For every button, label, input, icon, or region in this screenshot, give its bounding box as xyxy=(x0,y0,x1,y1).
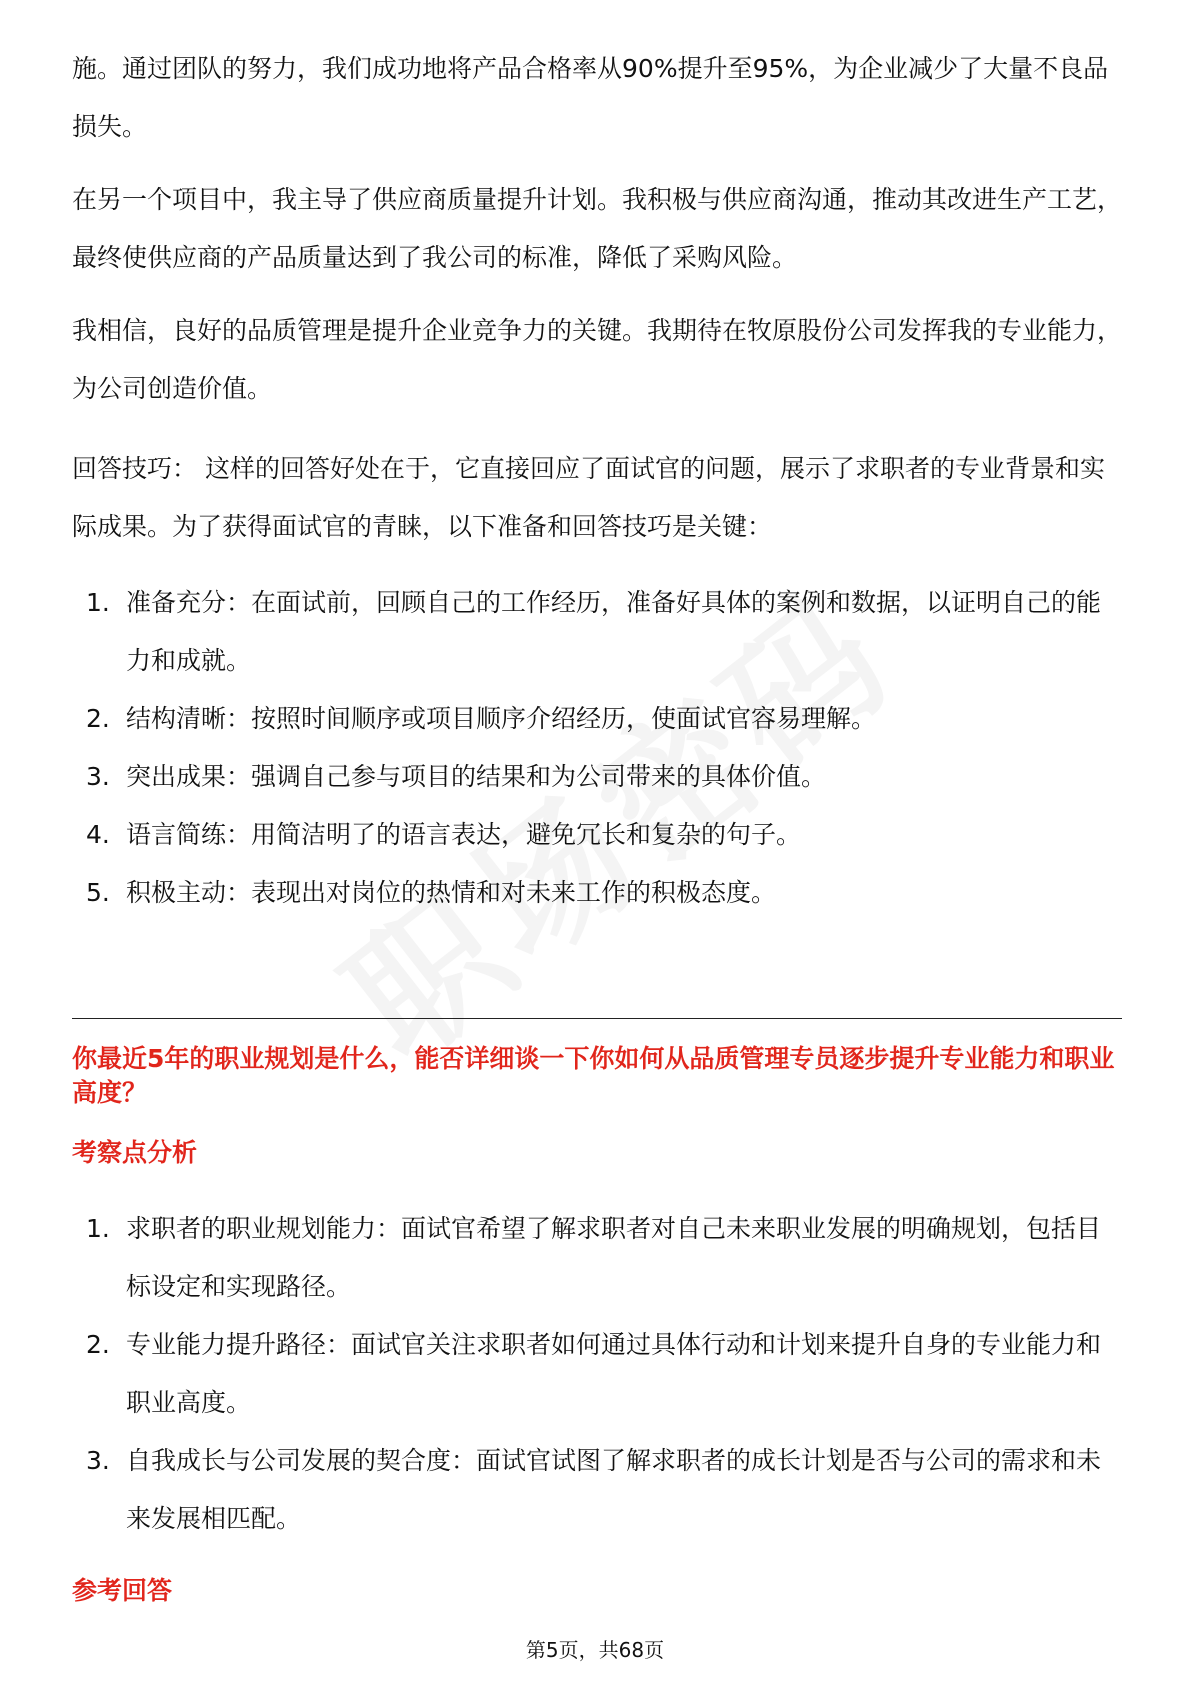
list-number: 1. xyxy=(86,1214,110,1243)
list-number: 5. xyxy=(86,878,110,907)
list-number: 1. xyxy=(86,588,110,617)
list-item xyxy=(72,1316,1122,1432)
list-item xyxy=(72,1200,1122,1316)
list-number: 3. xyxy=(86,1446,110,1475)
list-number: 3. xyxy=(86,762,110,791)
list-text: 求职者的职业规划能力：面试官希望了解求职者对自己未来职业发展的明确规划，包括目标设定和实现路径。 xyxy=(126,1214,1102,1301)
paragraph-answer-tips: 回答技巧： 这样的回答好处在于，它直接回应了面试官的问题，展示了求职者的专业背景和实际成果。为了获得面试官的青睐，以下准备和回答技巧是关键： xyxy=(72,454,1105,541)
list-text: 准备充分：在面试前，回顾自己的工作经历，准备好具体的案例和数据，以证明自己的能力和成就。 xyxy=(126,588,1102,675)
analysis-heading: 考察点分析 xyxy=(72,1138,198,1167)
list-number: 2. xyxy=(86,1330,110,1359)
list-text: 结构清晰：按照时间顺序或项目顺序介绍经历，使面试官容易理解。 xyxy=(126,704,877,733)
list-item xyxy=(72,806,1122,864)
list-text: 积极主动：表现出对岗位的热情和对未来工作的积极态度。 xyxy=(126,878,777,907)
list-text: 专业能力提升路径：面试官关注求职者如何通过具体行动和计划来提升自身的专业能力和职业高度。 xyxy=(126,1330,1102,1417)
list-item xyxy=(72,864,1122,922)
section-divider xyxy=(72,1018,1122,1019)
list-text: 语言简练：用简洁明了的语言表达，避免冗长和复杂的句子。 xyxy=(126,820,802,849)
list-item xyxy=(72,690,1122,748)
list-number: 2. xyxy=(86,704,110,733)
tips-list xyxy=(72,574,1122,922)
list-item xyxy=(72,748,1122,806)
list-item xyxy=(72,574,1122,690)
page-number: 第5页，共68页 xyxy=(525,1638,665,1662)
paragraph-supplier-project: 在另一个项目中，我主导了供应商质量提升计划。我积极与供应商沟通，推动其改进生产工艺，最终使供应商的产品质量达到了我公司的标准，降低了采购风险。 xyxy=(72,185,1123,272)
analysis-list xyxy=(72,1200,1122,1548)
paragraph-belief: 我相信，良好的品质管理是提升企业竞争力的关键。我期待在牧原股份公司发挥我的专业能力，为公司创造价值。 xyxy=(72,316,1123,403)
list-text: 自我成长与公司发展的契合度：面试官试图了解求职者的成长计划是否与公司的需求和未来发展相匹配。 xyxy=(126,1446,1102,1533)
list-item xyxy=(72,1432,1122,1548)
interview-question: 你最近5年的职业规划是什么，能否详细谈一下你如何从品质管理专员逐步提升专业能力和职业高度？ xyxy=(72,1044,1115,1107)
reference-answer-heading: 参考回答 xyxy=(72,1576,173,1605)
list-text: 突出成果：强调自己参与项目的结果和为公司带来的具体价值。 xyxy=(126,762,827,791)
list-number: 4. xyxy=(86,820,110,849)
paragraph-result: 施。通过团队的努力，我们成功地将产品合格率从90%提升至95%，为企业减少了大量不良品损失。 xyxy=(72,54,1109,141)
